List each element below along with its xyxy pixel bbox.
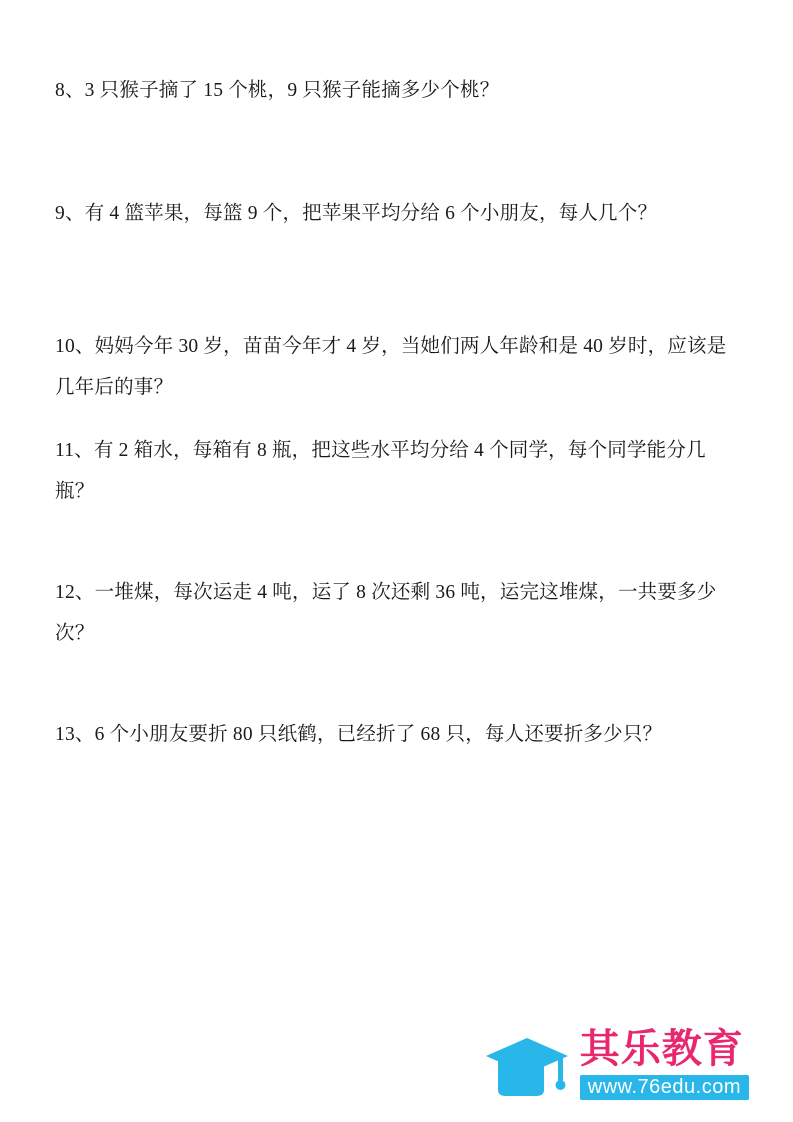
problem-item-9: 9、有 4 篮苹果，每篮 9 个，把苹果平均分给 6 个小朋友，每人几个？ <box>55 203 658 224</box>
spacer <box>55 512 745 572</box>
problem-item-13: 13、6 个小朋友要折 80 只纸鹤，已经折了 68 只，每人还要折多少只？ <box>55 724 663 745</box>
graduation-cap-icon <box>484 1034 570 1100</box>
site-name: 其乐教育 <box>579 1027 744 1071</box>
spacer <box>55 408 745 430</box>
problem-list <box>55 70 745 755</box>
site-url: www.76edu.com <box>580 1075 749 1100</box>
problem-item-12: 12、一堆煤，每次运走 4 吨，运了 8 次还剩 36 吨，运完这堆煤，一共要多少次？ <box>55 582 717 644</box>
site-watermark <box>484 1029 749 1100</box>
watermark-text <box>580 1029 749 1100</box>
problem-item-8: 8、3 只猴子摘了 15 个桃，9 只猴子能摘多少个桃？ <box>55 80 500 101</box>
spacer <box>55 111 745 193</box>
spacer <box>55 234 745 326</box>
problem-item-10: 10、妈妈今年 30 岁，苗苗今年才 4 岁，当她们两人年龄和是 40 岁时，应该是几年后的事？ <box>55 336 727 398</box>
problem-item-11: 11、有 2 箱水，每箱有 8 瓶，把这些水平均分给 4 个同学，每个同学能分几瓶？ <box>55 440 706 502</box>
spacer <box>55 654 745 714</box>
